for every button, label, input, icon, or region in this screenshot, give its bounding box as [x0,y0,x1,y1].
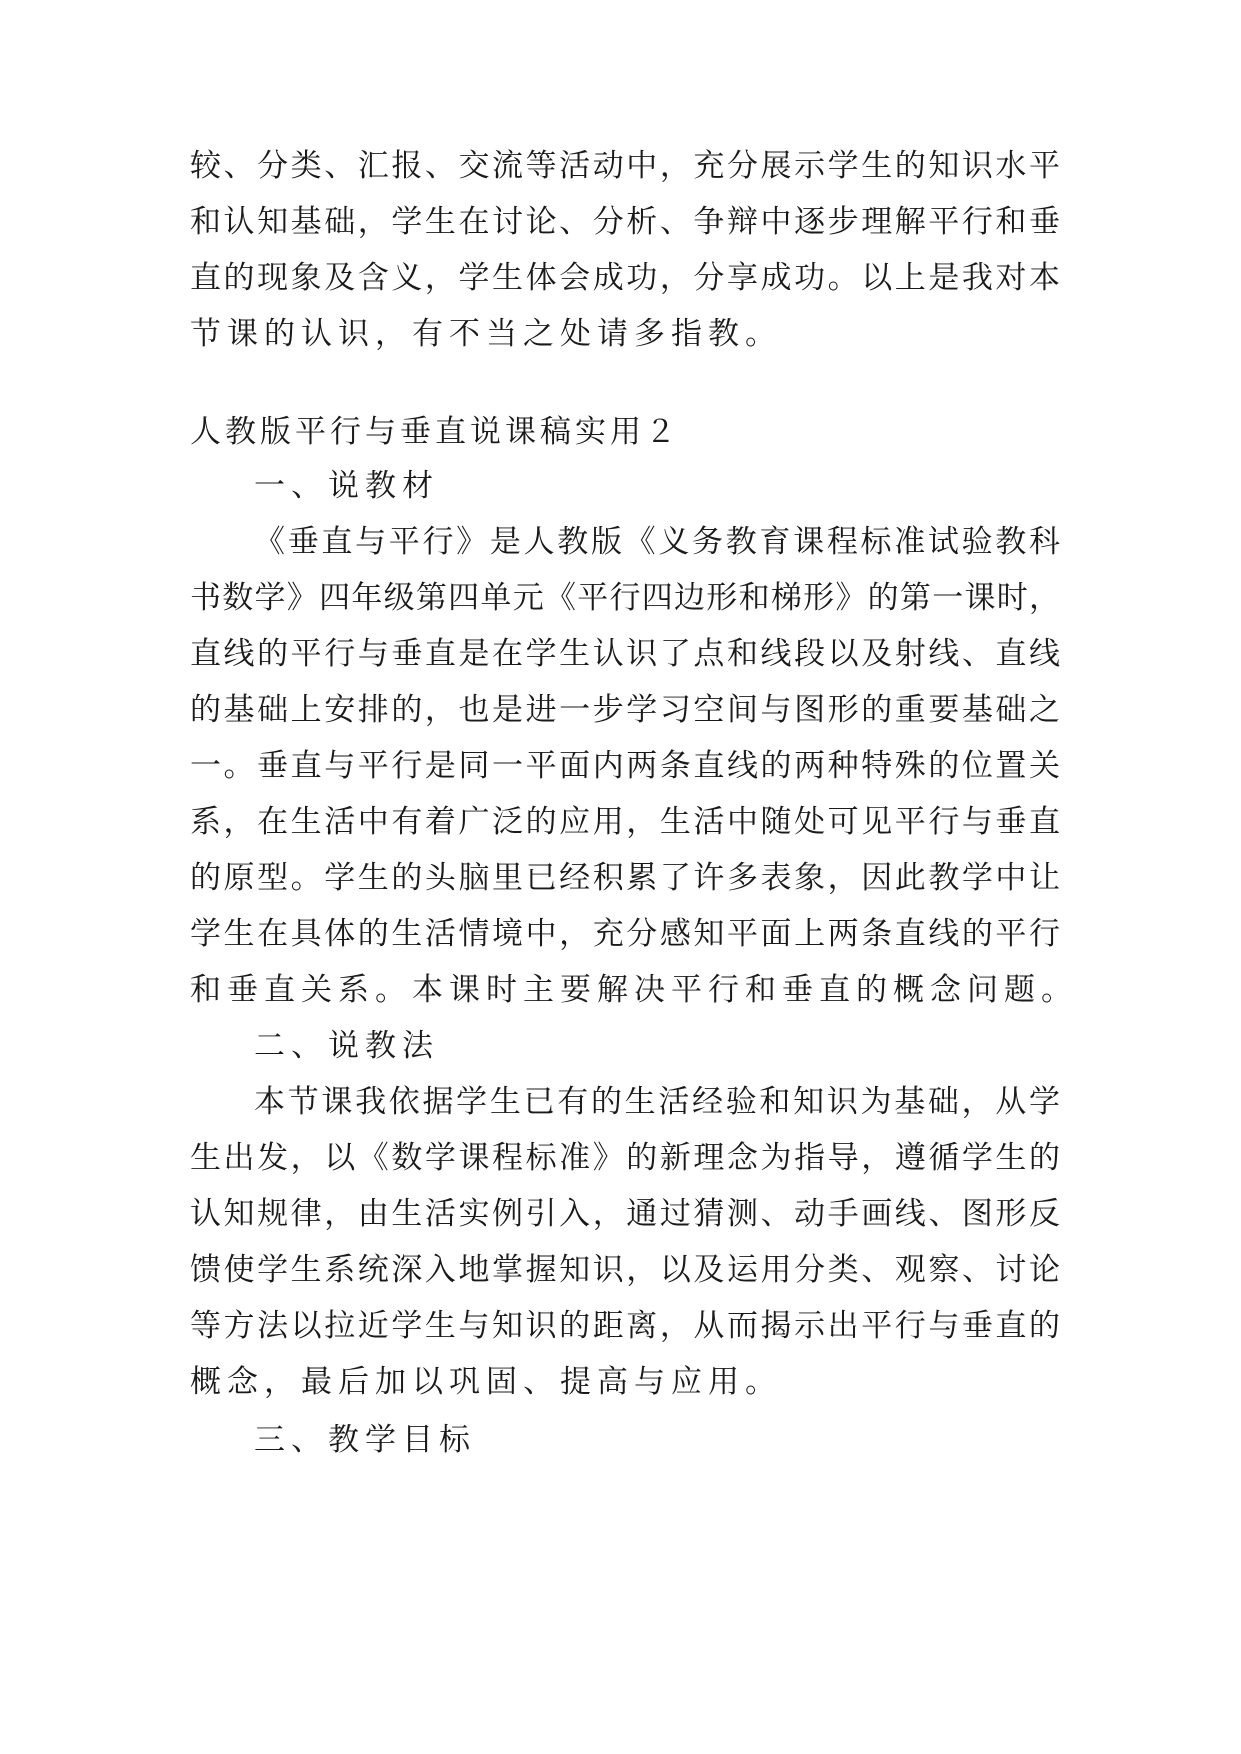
paragraph-line: 概念，最后加以巩固、提高与应用。 [190,1364,782,1400]
paragraph-line: 本节课我依据学生已有的生活经验和知识为基础，从学 [254,1084,1060,1120]
paragraph-line: 较、分类、汇报、交流等活动中，充分展示学生的知识水平 [190,148,1060,184]
section-heading: 二、说教法 [254,1028,439,1064]
paragraph-line: 馈使学生系统深入地掌握知识，以及运用分类、观察、讨论 [190,1252,1060,1288]
paragraph-line: 的原型。学生的头脑里已经积累了许多表象，因此教学中让 [190,860,1060,896]
paragraph-line: 和认知基础，学生在讨论、分析、争辩中逐步理解平行和垂 [190,204,1060,240]
paragraph-line: 认知规律，由生活实例引入，通过猜测、动手画线、图形反 [190,1196,1060,1232]
paragraph-line: 系，在生活中有着广泛的应用，生活中随处可见平行与垂直 [190,804,1060,840]
section-heading: 一、说教材 [254,468,439,504]
paragraph-line: 和垂直关系。本课时主要解决平行和垂直的概念问题。 [190,972,1078,1008]
paragraph-line: 生出发，以《数学课程标准》的新理念为指导，遵循学生的 [190,1140,1060,1176]
paragraph-line: 直的现象及含义，学生体会成功，分享成功。以上是我对本 [190,260,1060,296]
paragraph-line: 的基础上安排的，也是进一步学习空间与图形的重要基础之 [190,692,1060,728]
paragraph-line: 直线的平行与垂直是在学生认识了点和线段以及射线、直线 [190,636,1060,672]
paragraph-line: 《垂直与平行》是人教版《义务教育课程标准试验教科 [254,524,1060,560]
paragraph-line: 一。垂直与平行是同一平面内两条直线的两种特殊的位置关 [190,748,1060,784]
paragraph-line: 书数学》四年级第四单元《平行四边形和梯形》的第一课时， [190,580,1060,616]
paragraph-line: 节课的认识，有不当之处请多指教。 [190,316,782,352]
paragraph-line: 学生在具体的生活情境中，充分感知平面上两条直线的平行 [190,916,1060,952]
paragraph-line: 等方法以拉近学生与知识的距离，从而揭示出平行与垂直的 [190,1308,1060,1344]
document-title: 人教版平行与垂直说课稿实用２ [190,414,680,450]
section-heading: 三、教学目标 [254,1422,476,1458]
